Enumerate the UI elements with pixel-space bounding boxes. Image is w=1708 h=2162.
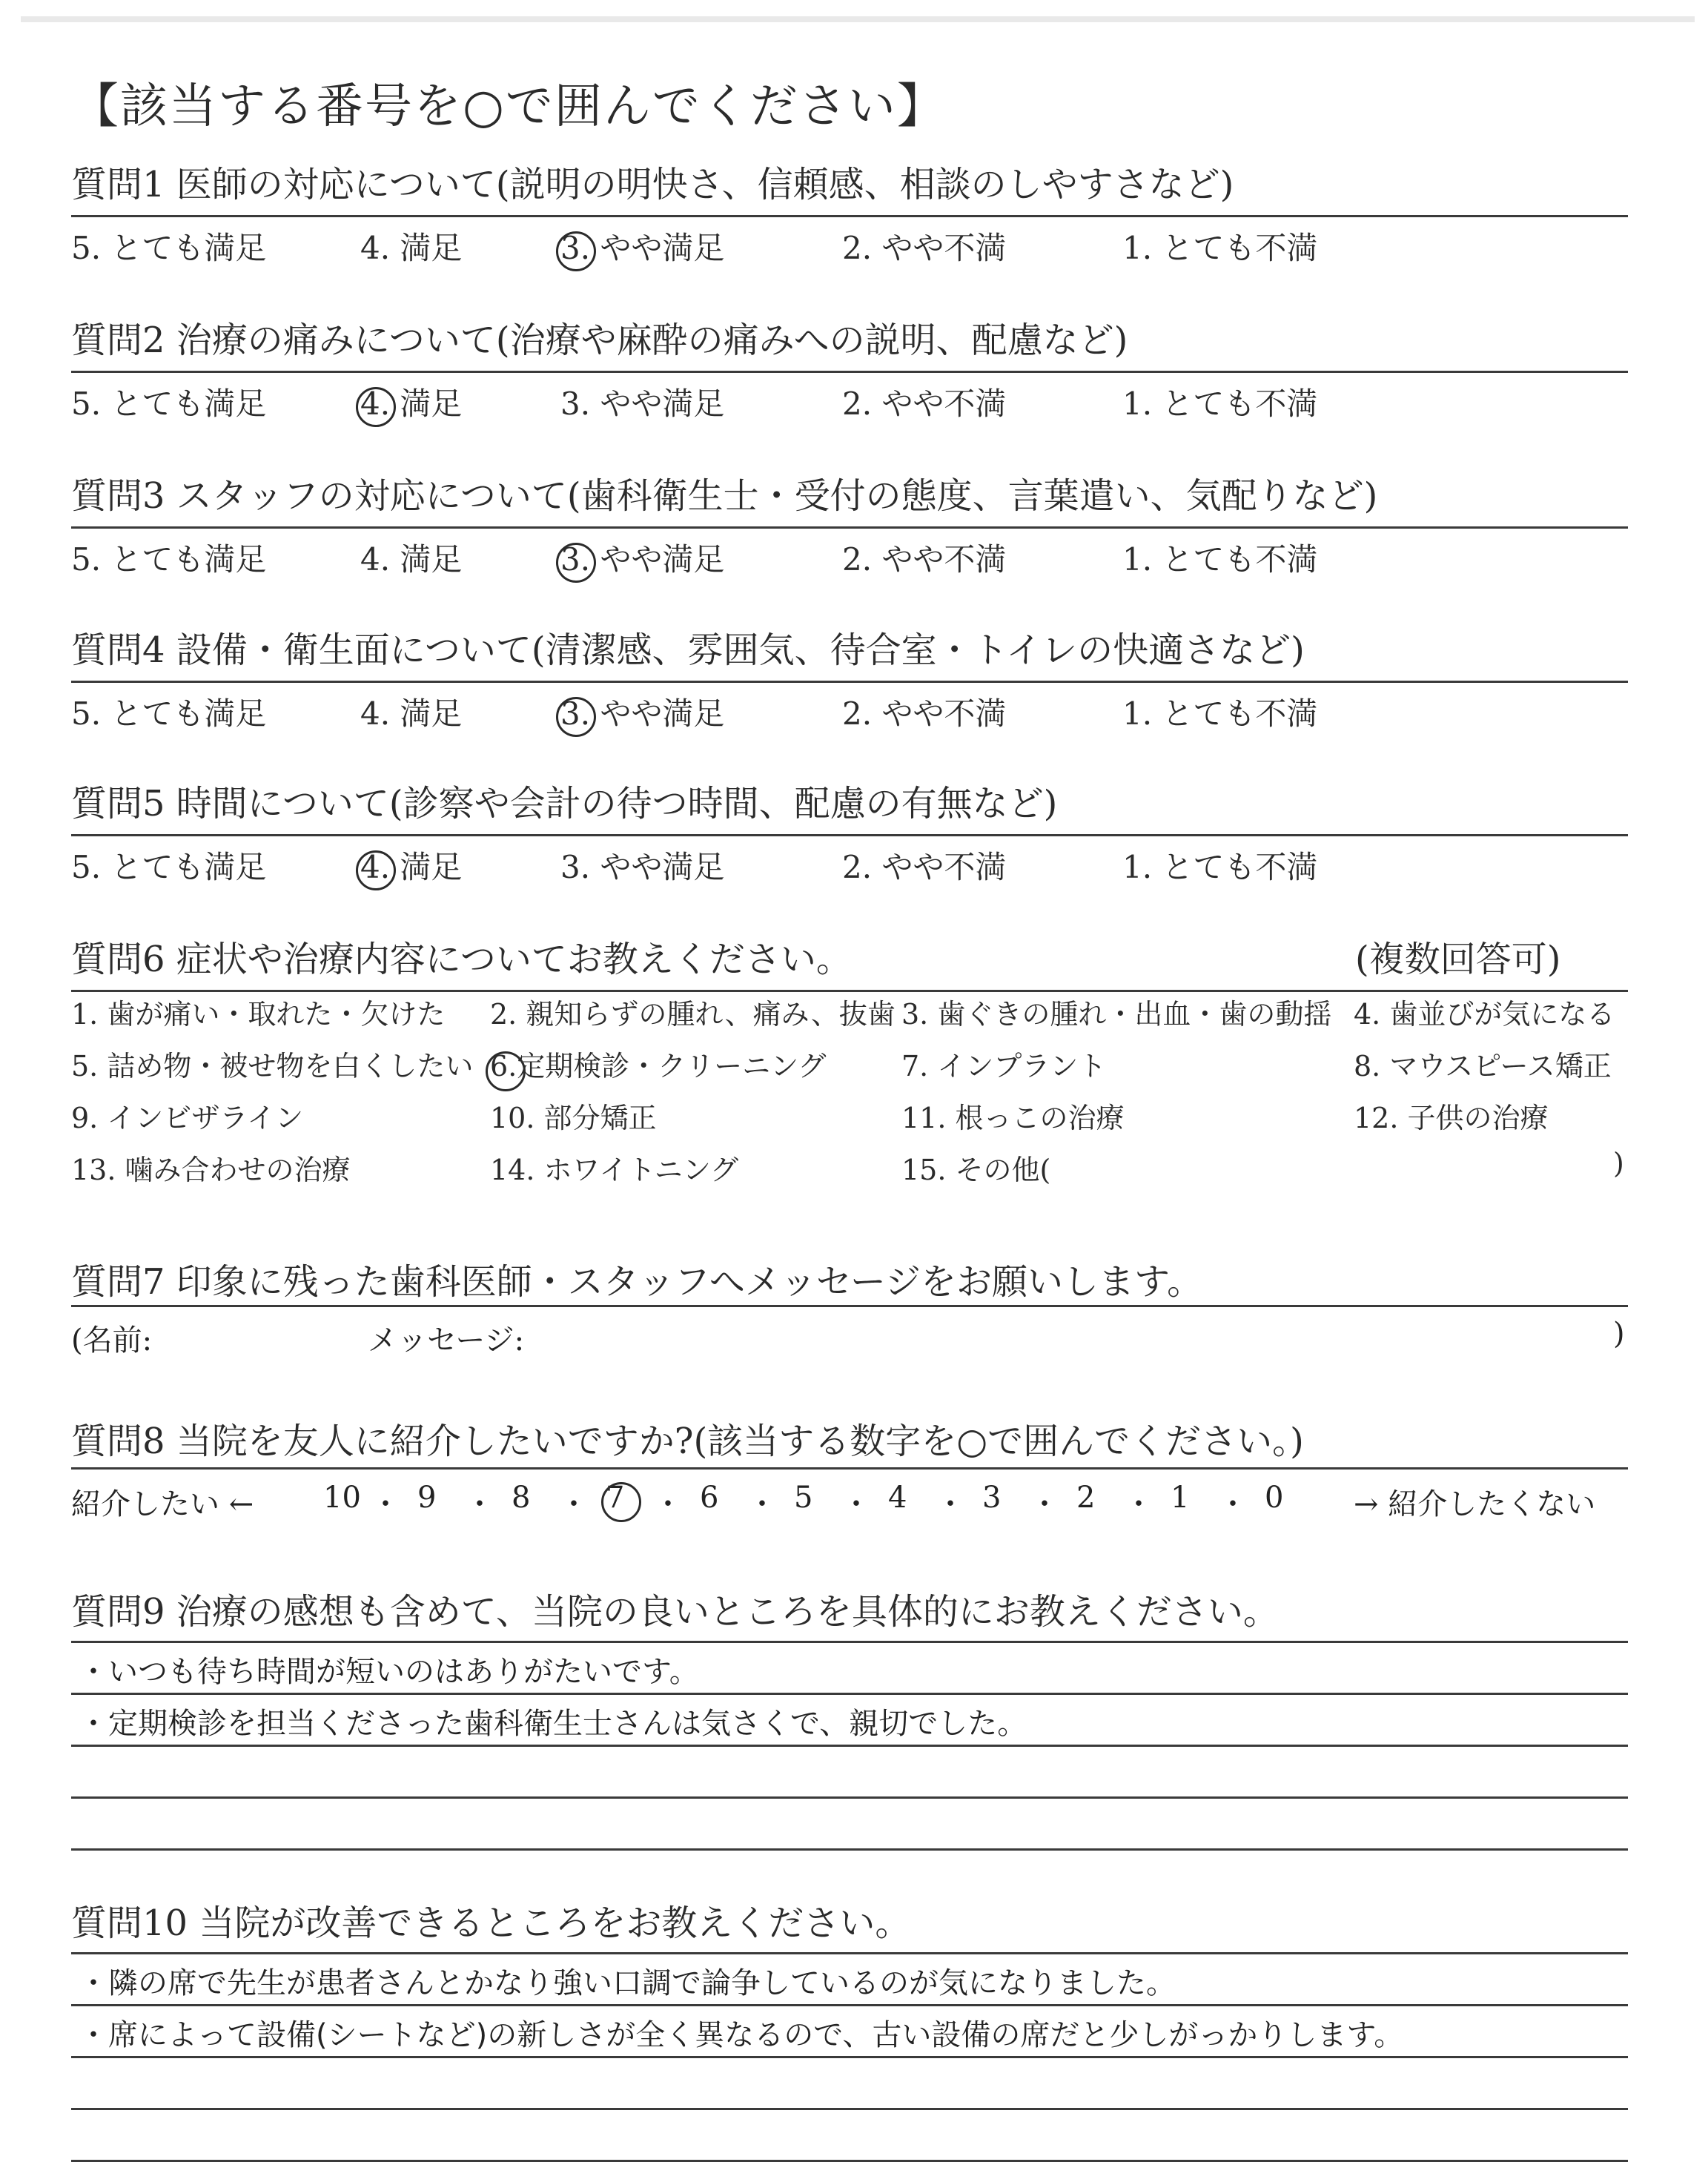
option-label: とても満足 bbox=[101, 695, 267, 732]
symptom-option[interactable]: 7. インプラント bbox=[901, 1050, 1107, 1082]
option-number: 1. bbox=[1122, 230, 1153, 266]
option-1[interactable] bbox=[1122, 535, 1317, 580]
option-number: 1. bbox=[1122, 849, 1153, 885]
question-title: 質問7 印象に残った歯科医師・スタッフへメッセージをお願いします。 bbox=[71, 1261, 1203, 1303]
page-heading: 【該当する番号を○で囲んでください】 bbox=[71, 79, 946, 134]
option-label: とても満足 bbox=[101, 541, 267, 578]
symptom-label: .定期検診・クリーニング bbox=[508, 1050, 827, 1082]
symptom-option[interactable]: 2. 親知らずの腫れ、痛み、抜歯 bbox=[490, 998, 896, 1031]
option-label: とても不満 bbox=[1152, 849, 1318, 885]
selected-mark: 4. bbox=[360, 386, 391, 422]
option-label: 満足 bbox=[390, 230, 463, 266]
option-5[interactable] bbox=[71, 535, 266, 580]
option-label: 満足 bbox=[390, 695, 463, 732]
recommend-score-5[interactable]: 5 bbox=[794, 1481, 813, 1515]
option-1[interactable] bbox=[1122, 224, 1317, 268]
option-label: やや満足 bbox=[590, 230, 725, 266]
symptom-option[interactable]: 3. 歯ぐきの腫れ・出血・歯の動揺 bbox=[901, 998, 1332, 1031]
recommend-left-label: 紹介したい ← bbox=[71, 1487, 254, 1521]
option-number: 5. bbox=[71, 541, 102, 578]
option-number: 2. bbox=[842, 849, 873, 885]
answer-options bbox=[71, 843, 1628, 885]
answer-options bbox=[71, 690, 1628, 731]
recommend-score-3[interactable]: 3 bbox=[982, 1481, 1002, 1515]
option-label: とても不満 bbox=[1152, 386, 1318, 422]
recommend-score-6[interactable]: 6 bbox=[700, 1481, 719, 1515]
answer-line bbox=[71, 1952, 1628, 1954]
option-number: 5. bbox=[71, 849, 102, 885]
option-label: とても不満 bbox=[1152, 230, 1318, 266]
recommend-score-0[interactable]: 0 bbox=[1265, 1481, 1284, 1515]
question-rule bbox=[71, 526, 1628, 529]
question-rule bbox=[71, 215, 1628, 217]
recommend-score-10[interactable]: 10 bbox=[323, 1481, 361, 1515]
option-label: やや不満 bbox=[872, 695, 1007, 732]
option-3[interactable] bbox=[560, 690, 724, 734]
selected-mark: 4. bbox=[360, 849, 391, 885]
recommend-score-9[interactable]: 9 bbox=[417, 1481, 437, 1515]
option-label: やや不満 bbox=[872, 386, 1007, 422]
option-number: 5. bbox=[71, 230, 102, 266]
option-3[interactable] bbox=[560, 224, 724, 268]
symptom-option[interactable]: 10. 部分矯正 bbox=[490, 1102, 657, 1134]
option-5[interactable] bbox=[71, 690, 266, 734]
symptom-option[interactable]: 4. 歯並びが気になる bbox=[1354, 998, 1615, 1031]
name-label: (名前: bbox=[71, 1323, 153, 1358]
option-label: 満足 bbox=[390, 541, 463, 578]
answer-options bbox=[71, 380, 1628, 421]
scale-dot: ・ bbox=[653, 1487, 683, 1521]
option-label: とても不満 bbox=[1152, 541, 1318, 578]
recommend-score-7[interactable] bbox=[606, 1481, 624, 1515]
selected-mark: 3. bbox=[560, 541, 591, 578]
symptom-option[interactable]: 8. マウスピース矯正 bbox=[1354, 1050, 1612, 1082]
option-number: 3. bbox=[560, 386, 591, 422]
other-close-paren: ) bbox=[1613, 1147, 1624, 1180]
option-4[interactable] bbox=[360, 224, 462, 268]
option-4[interactable] bbox=[360, 380, 462, 424]
symptom-option[interactable]: 11. 根っこの治療 bbox=[901, 1102, 1125, 1134]
option-number: 3. bbox=[560, 849, 591, 885]
option-number: 1. bbox=[1122, 541, 1153, 578]
option-3[interactable] bbox=[560, 380, 724, 424]
option-number: 2. bbox=[842, 541, 873, 578]
answer-line bbox=[71, 1693, 1628, 1695]
recommend-score-2[interactable]: 2 bbox=[1076, 1481, 1096, 1515]
option-number: 4. bbox=[360, 695, 391, 732]
option-label: とても満足 bbox=[101, 230, 267, 266]
option-label: やや不満 bbox=[872, 230, 1007, 266]
answer-options bbox=[71, 224, 1628, 265]
handwritten-answer: ・席によって設備(シートなど)の新しさが全く異なるので、古い設備の席だと少しがっかりします。 bbox=[79, 2018, 1404, 2052]
symptom-option[interactable]: 15. その他( bbox=[901, 1154, 1051, 1186]
selected-mark: 7 bbox=[606, 1481, 625, 1515]
answer-line bbox=[71, 1745, 1628, 1747]
scale-dot: ・ bbox=[1030, 1487, 1059, 1521]
scale-dot: ・ bbox=[559, 1487, 589, 1521]
option-number: 5. bbox=[71, 386, 102, 422]
question-title: 質問1 医師の対応について(説明の明快さ、信頼感、相談のしやすさなど) bbox=[71, 164, 1234, 205]
option-5[interactable] bbox=[71, 843, 266, 887]
selected-mark: 6 bbox=[490, 1050, 509, 1082]
question-title: 質問6 症状や治療内容についてお教えください。 (複数回答可) bbox=[71, 930, 852, 982]
scale-dot: ・ bbox=[1218, 1487, 1248, 1521]
handwritten-answer: ・定期検診を担当くださった歯科衛生士さんは気さくで、親切でした。 bbox=[79, 1707, 1027, 1741]
question-title: 質問4 設備・衛生面について(清潔感、雰囲気、待合室・トイレの快適さなど) bbox=[71, 629, 1305, 671]
option-number: 2. bbox=[842, 386, 873, 422]
option-label: やや満足 bbox=[590, 849, 725, 885]
option-number: 1. bbox=[1122, 386, 1153, 422]
option-4[interactable] bbox=[360, 843, 462, 887]
symptom-option[interactable]: 1. 歯が痛い・取れた・欠けた bbox=[71, 998, 446, 1031]
option-1[interactable] bbox=[1122, 690, 1317, 734]
question-rule bbox=[71, 1467, 1628, 1470]
option-4[interactable] bbox=[360, 690, 462, 734]
option-2[interactable] bbox=[842, 843, 1006, 887]
symptom-option[interactable]: 9. インビザライン bbox=[71, 1102, 304, 1134]
option-2[interactable] bbox=[842, 380, 1006, 424]
option-label: やや満足 bbox=[590, 386, 725, 422]
question-title: 質問10 当院が改善できるところをお教えください。 bbox=[71, 1903, 911, 1944]
scale-dot: ・ bbox=[371, 1487, 400, 1521]
answer-line bbox=[71, 1796, 1628, 1799]
symptom-option[interactable]: 14. ホワイトニング bbox=[490, 1154, 739, 1186]
option-label: やや満足 bbox=[590, 695, 725, 732]
option-number: 5. bbox=[71, 695, 102, 732]
answer-line bbox=[71, 2004, 1628, 2006]
symptom-option[interactable] bbox=[490, 1043, 827, 1084]
question-rule bbox=[71, 371, 1628, 373]
question-title: 質問3 スタッフの対応について(歯科衛生士・受付の態度、言葉遣い、気配りなど) bbox=[71, 475, 1378, 517]
option-label: やや満足 bbox=[590, 541, 725, 578]
symptom-option[interactable]: 13. 噛み合わせの治療 bbox=[71, 1154, 351, 1186]
scale-dot: ・ bbox=[936, 1487, 965, 1521]
scale-dot: ・ bbox=[841, 1487, 871, 1521]
option-label: やや不満 bbox=[872, 849, 1007, 885]
option-number: 2. bbox=[842, 230, 873, 266]
answer-options bbox=[71, 535, 1628, 577]
recommend-score-4[interactable]: 4 bbox=[888, 1481, 907, 1515]
option-5[interactable] bbox=[71, 224, 266, 268]
close-paren: ) bbox=[1613, 1317, 1625, 1351]
question-title: 質問8 当院を友人に紹介したいですか?(該当する数字を○で囲んでください。) bbox=[71, 1421, 1304, 1462]
option-3[interactable] bbox=[560, 843, 724, 887]
option-label: やや不満 bbox=[872, 541, 1007, 578]
option-label: とても満足 bbox=[101, 849, 267, 885]
recommend-score-8[interactable]: 8 bbox=[512, 1481, 531, 1515]
question-rule bbox=[71, 1305, 1628, 1307]
scan-top-edge bbox=[21, 16, 1695, 22]
message-label: メッセージ: bbox=[368, 1323, 525, 1358]
option-1[interactable] bbox=[1122, 843, 1317, 887]
option-2[interactable] bbox=[842, 224, 1006, 268]
answer-line bbox=[71, 1848, 1628, 1851]
symptom-option[interactable]: 12. 子供の治療 bbox=[1354, 1102, 1549, 1134]
question-title: 質問2 治療の痛みについて(治療や麻酔の痛みへの説明、配慮など) bbox=[71, 320, 1128, 361]
option-1[interactable] bbox=[1122, 380, 1317, 424]
symptom-option[interactable]: 5. 詰め物・被せ物を白くしたい bbox=[71, 1050, 474, 1082]
option-label: 満足 bbox=[390, 849, 463, 885]
option-2[interactable] bbox=[842, 535, 1006, 580]
option-number: 4. bbox=[360, 541, 391, 578]
option-4[interactable] bbox=[360, 535, 462, 580]
multi-answer-note: (複数回答可) bbox=[1355, 939, 1561, 980]
selected-mark: 3. bbox=[560, 230, 591, 266]
question-rule bbox=[71, 681, 1628, 683]
handwritten-answer: ・いつも待ち時間が短いのはありがたいです。 bbox=[79, 1655, 699, 1689]
option-label: 満足 bbox=[390, 386, 463, 422]
option-number: 4. bbox=[360, 230, 391, 266]
scale-dot: ・ bbox=[1124, 1487, 1153, 1521]
selected-mark: 3. bbox=[560, 695, 591, 732]
answer-line bbox=[71, 2108, 1628, 2110]
option-label: とても不満 bbox=[1152, 695, 1318, 732]
option-2[interactable] bbox=[842, 690, 1006, 734]
option-5[interactable] bbox=[71, 380, 266, 424]
option-3[interactable] bbox=[560, 535, 724, 580]
answer-line bbox=[71, 2056, 1628, 2058]
scale-dot: ・ bbox=[465, 1487, 494, 1521]
option-number: 2. bbox=[842, 695, 873, 732]
recommend-score-1[interactable]: 1 bbox=[1171, 1481, 1190, 1515]
scale-dot: ・ bbox=[747, 1487, 777, 1521]
answer-line bbox=[71, 1641, 1628, 1643]
option-label: とても満足 bbox=[101, 386, 267, 422]
question-rule bbox=[71, 834, 1628, 836]
option-number: 1. bbox=[1122, 695, 1153, 732]
question-title: 質問9 治療の感想も含めて、当院の良いところを具体的にお教えください。 bbox=[71, 1591, 1279, 1633]
handwritten-answer: ・隣の席で先生が患者さんとかなり強い口調で論争しているのが気になりました。 bbox=[79, 1966, 1176, 2000]
recommend-right-label: → 紹介したくない bbox=[1354, 1487, 1596, 1521]
question-title: 質問5 時間について(診察や会計の待つ時間、配慮の有無など) bbox=[71, 783, 1058, 824]
